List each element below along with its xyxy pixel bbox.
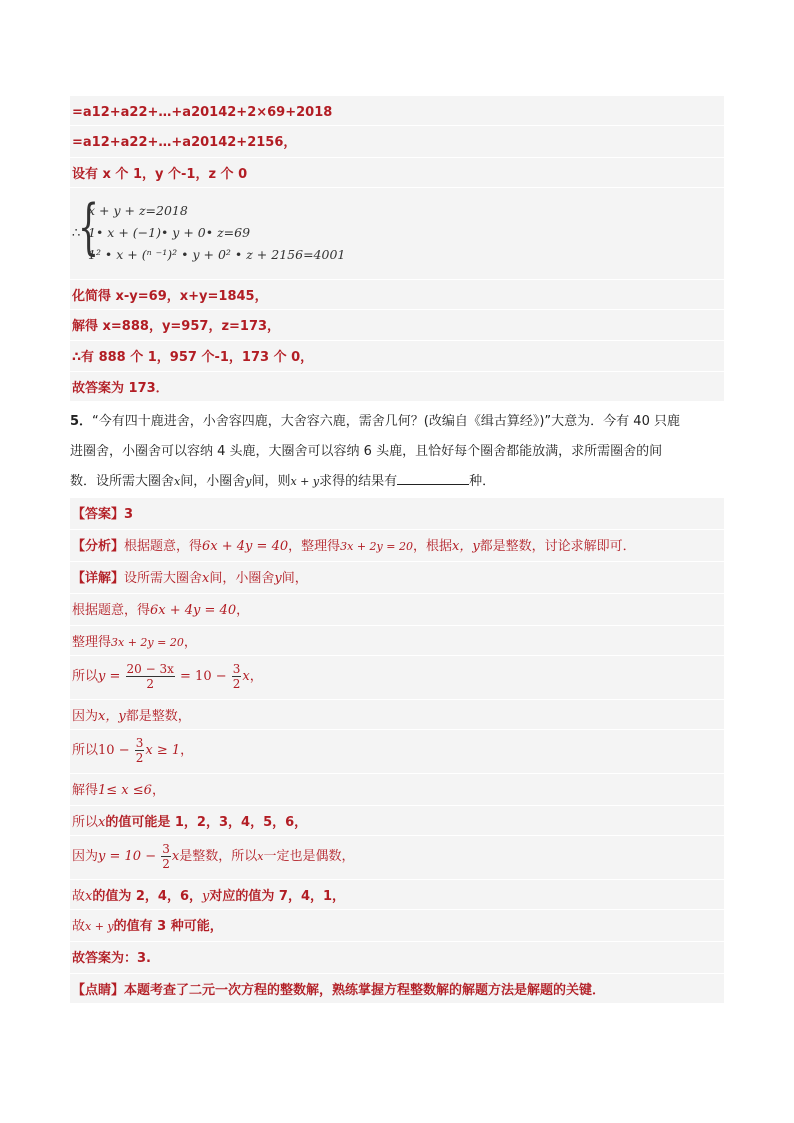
variables: x，y: [451, 539, 480, 554]
solution-line: 故答案为 173．: [70, 372, 724, 402]
detail-line: [70, 910, 724, 942]
detail-text: ，: [249, 669, 263, 684]
detail-text: 所以: [72, 669, 99, 684]
variable-x: x: [171, 849, 180, 864]
detail-text: 对应的值为 7，4，1，: [209, 889, 346, 904]
equation-system: [70, 188, 724, 280]
fraction-numerator: 3: [162, 842, 170, 856]
variable-x: x: [98, 815, 106, 830]
question-number: 5．: [70, 414, 93, 429]
fraction-denominator: 2: [135, 751, 144, 765]
equation: = 10 −: [180, 669, 227, 684]
fraction-numerator: 20 − 3x: [126, 662, 174, 676]
detail-text: 一定也是偶数，: [263, 849, 355, 864]
comment-text: 本题考查了二元一次方程的整数解，熟练掌握方程整数解的解题方法是解题的关键．: [124, 983, 606, 998]
detail-label: 【详解】: [72, 571, 125, 586]
detail-line: [70, 774, 724, 806]
solution-block-top: [70, 96, 724, 402]
detail-text: 所以: [72, 815, 99, 830]
therefore-symbol: ∴: [72, 226, 81, 241]
fraction-denominator: 2: [146, 677, 155, 691]
question-text: 求得的结果有: [319, 474, 398, 489]
solution-line: =a12+a22+…+a20142+2156，: [70, 126, 724, 158]
answer-line: [70, 498, 724, 530]
solution-line: =a12+a22+…+a20142+2×69+2018: [70, 96, 724, 126]
detail-text: 的值可能是 1，2，3，4，5，6，: [105, 815, 308, 830]
variable-y: y: [202, 889, 210, 904]
detail-line: [70, 700, 724, 730]
variable-y: y: [245, 475, 252, 488]
system-equation-2: 1• x + (−1)• y + 0• z=69: [88, 225, 251, 240]
equation: y =: [98, 669, 121, 684]
detail-line: [70, 656, 724, 700]
detail-text: 整理得: [72, 635, 112, 650]
detail-line: [70, 806, 724, 836]
detail-text: ，: [236, 603, 250, 618]
variable-x: x: [174, 475, 181, 488]
comment-line: [70, 974, 724, 1004]
answer-value: 3: [124, 507, 134, 522]
detail-line: [70, 880, 724, 910]
detail-text: 故: [72, 919, 86, 934]
variable-x: x: [242, 669, 250, 684]
detail-line: [70, 562, 724, 594]
fraction: [161, 842, 171, 871]
detail-text: ，: [151, 783, 165, 798]
analysis-text: 都是整数，讨论求解即可．: [479, 539, 636, 554]
detail-text: 间，小圈舍: [209, 571, 275, 586]
detail-text: 的值为 2，4，6，: [92, 889, 203, 904]
detail-text: 间，: [281, 571, 308, 586]
variable-x: x: [85, 889, 93, 904]
solution-line: ∴有 888 个 1，957 个-1，173 个 0，: [70, 341, 724, 372]
brace-icon: {: [78, 192, 100, 262]
detail-text: ，: [180, 743, 194, 758]
detail-text: 根据题意，得: [72, 603, 151, 618]
question-5: [70, 408, 724, 498]
solution-line: 解得 x=888，y=957，z=173，: [70, 310, 724, 341]
detail-line: [70, 730, 724, 774]
inequality: 1≤ x ≤6: [98, 783, 152, 798]
fraction-numerator: 3: [135, 736, 144, 750]
question-text: 间，则: [251, 474, 291, 489]
answer-blank: [397, 472, 469, 485]
expression-x-plus-y: x + y: [85, 920, 114, 933]
system-equation-3: 1² • x + (ⁿ ⁻¹)² • y + 0² • z + 2156=4001: [88, 247, 346, 262]
equation: 6x + 4y = 40: [202, 539, 289, 554]
analysis-label: 【分析】: [72, 539, 125, 554]
analysis-text: 根据题意，得: [124, 539, 203, 554]
equation: 3x + 2y = 20: [111, 636, 184, 649]
detail-line: 故答案为：3.: [70, 942, 724, 974]
expression-x-plus-y: x + y: [290, 475, 320, 488]
detail-text: 是整数，所以: [179, 849, 258, 864]
variable-y: y: [274, 571, 282, 586]
solution-block-answer: [70, 498, 724, 1004]
analysis-text: ，根据: [412, 539, 452, 554]
detail-text: 的值有 3 种可能，: [113, 919, 223, 934]
detail-text: ，: [183, 635, 197, 650]
analysis-line: [70, 530, 724, 562]
equation: y = 10 −: [98, 849, 157, 864]
question-text: 种．: [469, 474, 496, 489]
fraction-numerator: 3: [232, 662, 241, 676]
question-text: 间，小圈舍: [180, 474, 246, 489]
detail-text: 所以: [72, 743, 99, 758]
equation: x ≥ 1: [145, 743, 181, 758]
solution-line: 设有 x 个 1，y 个-1，z 个 0: [70, 158, 724, 188]
detail-line: [70, 836, 724, 880]
fraction: [126, 662, 175, 691]
answer-label: 【答案】: [72, 507, 125, 522]
equation: 3x + 2y = 20: [340, 540, 413, 553]
variables: x，y: [98, 709, 126, 724]
detail-text: 设所需大圈舍: [124, 571, 203, 586]
fraction-denominator: 2: [232, 677, 241, 691]
fraction: [135, 736, 145, 765]
detail-text: 都是整数，: [125, 709, 191, 724]
detail-text: 因为: [72, 709, 99, 724]
detail-text: 因为: [72, 849, 99, 864]
system-equation-1: x + y + z=2018: [88, 203, 188, 218]
question-text: 数．设所需大圈舍: [70, 474, 175, 489]
variable-x: x: [257, 850, 264, 863]
analysis-text: ，整理得: [288, 539, 341, 554]
detail-text: 解得: [72, 783, 99, 798]
detail-line: [70, 626, 724, 656]
comment-label: 【点睛】: [72, 983, 125, 998]
detail-line: [70, 594, 724, 626]
variable-x: x: [202, 571, 210, 586]
solution-line: 化简得 x-y=69，x+y=1845，: [70, 280, 724, 310]
question-text: 进圈舍，小圈舍可以容纳 4 头鹿，大圈舍可以容纳 6 头鹿，且恰好每个圈舍都能放满，求所需圈舍的间: [70, 444, 663, 459]
equation: 10 −: [98, 743, 130, 758]
detail-text: 故: [72, 889, 86, 904]
question-text: “今有四十鹿进舍，小舍容四鹿，大舍容六鹿，需舍几何？(改编自《缉古算经》)”大意为．今有 40 只鹿: [92, 414, 680, 429]
fraction: [232, 662, 242, 691]
equation: 6x + 4y = 40: [150, 603, 237, 618]
fraction-denominator: 2: [162, 857, 170, 871]
